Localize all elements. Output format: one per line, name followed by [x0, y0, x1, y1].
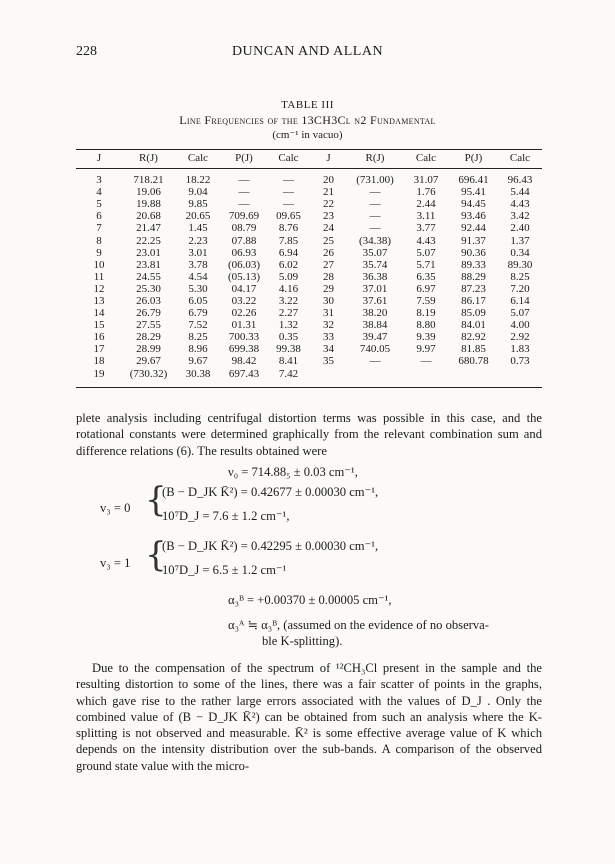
table-cell: 18.22 [185, 174, 211, 187]
table-cell: 28 [323, 270, 334, 283]
table-cell: — [283, 186, 294, 199]
table-cell: 21 [323, 186, 334, 199]
table-cell: 34 [323, 343, 334, 356]
table-cell: 19 [93, 367, 105, 380]
table-cell: 0.35 [278, 331, 299, 344]
table-cell: 85.09 [461, 307, 486, 320]
equation-v3-0-line2: 10⁷D_J = 7.6 ± 1.2 cm⁻¹, [162, 509, 290, 523]
table-cell: 87.23 [461, 282, 486, 295]
table-row [76, 368, 542, 380]
table-cell: 99.38 [276, 343, 301, 356]
table-cell: 709.69 [228, 210, 260, 223]
table-cell: 35.74 [362, 258, 388, 271]
table-cell: 13 [93, 294, 105, 307]
table-cell: 7.20 [510, 282, 530, 295]
table-cell: 6 [96, 210, 102, 223]
table-cell: 5.30 [188, 282, 208, 295]
table-cell: 11 [93, 270, 105, 283]
table-cell: 3.22 [278, 294, 299, 307]
table-cell: 16 [93, 331, 105, 344]
equation-v3-1-line1: (B − D_JK K̄²) = 0.42295 ± 0.00030 cm⁻¹, [162, 539, 379, 553]
table-cell: — [369, 186, 381, 199]
table-cell: 19.06 [136, 186, 161, 199]
table-cell: 02.26 [231, 307, 257, 320]
paragraph-2: Due to the compensation of the spectrum of ¹²CH₃Cl present in the sample and the resulting distortion to some of the lines, there was a fair scatter of points in the graphs, which gave rise to the rather large errors associated with the values of D_J . Only the combined value of (B − D_JK K̄²) can be obtained from such an analysis where the K-splitting is not observed and measurable. K̄² is some effective average value of K which depends on the intensity distribution over the sub-bands. A comparison of the observed ground state value with the micro- [76, 661, 542, 773]
table-cell: 03.22 [231, 294, 257, 307]
table-cell: 27.55 [136, 319, 161, 332]
table-header [76, 152, 542, 164]
table-cell: 5.09 [278, 270, 299, 283]
table-top-rule [76, 149, 542, 150]
table-cell: — [238, 186, 250, 199]
table-cell: 38.84 [362, 319, 388, 332]
table-cell: 19.88 [136, 198, 161, 211]
table-cell: 3 [96, 174, 102, 187]
table-cell [449, 368, 498, 380]
table-cell: 2.92 [510, 331, 530, 344]
table-cell: 08.79 [231, 222, 257, 235]
table-row [76, 234, 542, 246]
table-cell: 10 [93, 258, 105, 271]
table-cell: — [369, 222, 381, 235]
table-cell: 23 [323, 210, 334, 223]
table-cell: 9 [96, 246, 102, 259]
table-cell [498, 368, 542, 380]
table-cell: 2.27 [278, 307, 299, 320]
table-cell: — [420, 355, 432, 368]
table-cell: 27 [323, 258, 334, 271]
table-cell: 5.71 [416, 258, 436, 271]
table-cell: 2.40 [510, 222, 530, 235]
table-cell: 95.41 [461, 186, 486, 199]
table-row [76, 343, 542, 355]
col-header: P(J) [235, 152, 253, 165]
table-cell: 740.05 [359, 343, 391, 356]
table-cell: 24 [323, 222, 334, 235]
table-cell: 9.85 [188, 198, 208, 211]
table-cell: — [369, 355, 381, 368]
table-cell: 38.20 [362, 307, 388, 320]
table-cell: — [369, 198, 381, 211]
equation-nu0: ν₀ = 714.88₅ ± 0.03 cm⁻¹, [228, 465, 358, 479]
table-cell: 7.85 [278, 234, 299, 247]
table-cell: 82.92 [461, 331, 486, 344]
table-cell: — [238, 198, 250, 211]
table-cell [310, 368, 347, 380]
table-cell: 2.23 [188, 234, 208, 247]
table-cell: 9.39 [416, 331, 436, 344]
table-cell: (731.00) [356, 174, 394, 187]
table-cell: 20.68 [136, 210, 161, 223]
col-header: Calc [509, 152, 531, 165]
table-cell: 09.65 [276, 210, 301, 223]
table-cell: 32 [323, 319, 334, 332]
table-cell: 1.83 [510, 343, 530, 356]
table-cell: 2.44 [416, 198, 436, 211]
table-cell: 17 [93, 343, 105, 356]
equation-alpha-a-1: α₃ᴬ ≒ α₃ᴮ, (assumed on the evidence of no observa- [228, 618, 489, 632]
table-cell: 04.17 [231, 282, 257, 295]
col-header: R(J) [365, 152, 385, 165]
table-cell: 6.35 [416, 270, 436, 283]
equation-alpha-a-2: ble K-splitting). [262, 634, 343, 648]
table-cell: 3.11 [416, 210, 436, 223]
table-row [76, 355, 542, 367]
table-cell: 93.46 [461, 210, 486, 223]
table-cell: 29.67 [136, 355, 161, 368]
table-cell: 20.65 [185, 210, 211, 223]
left-brace-icon: { [145, 480, 167, 520]
table-cell: 1.76 [416, 186, 436, 199]
table-row [76, 295, 542, 307]
table-cell: 3.78 [188, 258, 208, 271]
table-cell: 7.59 [416, 294, 436, 307]
table-body [76, 174, 542, 380]
table-cell: 5 [96, 198, 102, 211]
col-header: Calc [278, 152, 299, 165]
table-cell: 25.30 [136, 282, 161, 295]
col-header: J [96, 152, 102, 165]
equation-v3-0-line1: (B − D_JK K̄²) = 0.42677 ± 0.00030 cm⁻¹, [162, 485, 379, 499]
table-cell: 28.99 [136, 343, 161, 356]
table-row [76, 319, 542, 331]
table-cell: 4.54 [188, 270, 208, 283]
table-cell: 26 [323, 246, 334, 259]
table-cell: 89.33 [461, 258, 486, 271]
table-row [76, 210, 542, 222]
table-cell: 84.01 [461, 319, 486, 332]
table-cell: 28.29 [136, 331, 161, 344]
table-cell: 4.16 [278, 282, 299, 295]
table-cell: 90.36 [461, 246, 486, 259]
table-cell: 680.78 [458, 355, 489, 368]
table-cell: 696.41 [458, 174, 489, 187]
table-cell: — [369, 210, 381, 223]
table-cell: — [238, 174, 250, 187]
table-cell: 5.44 [510, 186, 530, 199]
table-cell: 14 [93, 307, 105, 320]
table-cell: 24.55 [136, 270, 161, 283]
table-row [76, 174, 542, 186]
col-header: Calc [415, 152, 437, 165]
table-cell: 3.01 [188, 246, 208, 259]
table-cell: 8.25 [188, 331, 208, 344]
table-cell: 1.45 [188, 222, 208, 235]
page-header [0, 44, 615, 64]
table-cell: 8.76 [278, 222, 299, 235]
table-cell: 6.79 [188, 307, 208, 320]
table-cell: (34.38) [358, 234, 392, 247]
table-cell: 8.96 [188, 343, 208, 356]
table-cell: 4.43 [416, 234, 436, 247]
table-cell: 3.77 [416, 222, 436, 235]
table-cell: 37.01 [362, 282, 388, 295]
table-cell: 6.05 [188, 294, 208, 307]
table-cell: 5.07 [510, 307, 530, 320]
table-bottom-rule [76, 387, 542, 388]
table-cell: 22.25 [136, 234, 161, 247]
table-cell: 21.47 [136, 222, 161, 235]
table-cell: 6.02 [278, 258, 299, 271]
table-cell: 26.03 [136, 294, 161, 307]
paragraph-1: plete analysis including centrifugal distortion terms was possible in this case, and the rotational constants were determined graphically from the relevant combination sum and difference relations (6). The results obtained were [76, 411, 542, 458]
table-cell: 699.38 [228, 343, 260, 356]
table-cell: 26.79 [136, 307, 161, 320]
equation-v3-0-label: v₃ = 0 [100, 501, 131, 515]
table-cell: — [283, 174, 294, 187]
table-header-rule [76, 168, 542, 169]
table-cell: 89.30 [507, 258, 533, 271]
table-label: TABLE III [281, 99, 334, 111]
table-cell: 1.32 [278, 319, 299, 332]
table-cell: 9.67 [188, 355, 208, 368]
table-cell: 718.21 [133, 174, 164, 187]
table-cell: 8 [96, 234, 102, 247]
table-cell [347, 368, 403, 380]
table-cell: 86.17 [461, 294, 486, 307]
col-header: J [326, 152, 331, 165]
table-row [76, 271, 542, 283]
table-row [76, 247, 542, 259]
table-cell: 96.43 [507, 174, 533, 187]
col-header: R(J) [139, 152, 158, 165]
col-header: Calc [187, 152, 209, 165]
table-cell: 31 [323, 307, 334, 320]
table-cell: (05.13) [227, 270, 261, 283]
table-cell: 0.73 [510, 355, 530, 368]
table-cell: 7.42 [278, 367, 299, 380]
table-cell: 7 [96, 222, 102, 235]
running-head: DUNCAN AND ALLAN [231, 44, 384, 59]
equation-v3-1-label: v₃ = 1 [100, 556, 131, 570]
equation-v3-1-line2: 10⁷D_J = 6.5 ± 1.2 cm⁻¹ [162, 563, 287, 577]
table-row [76, 186, 542, 198]
table-cell: 4.43 [510, 198, 530, 211]
table-cell: 23.81 [136, 258, 161, 271]
table-cell: 8.41 [278, 355, 299, 368]
table-cell: 35.07 [362, 246, 388, 259]
table-row [76, 331, 542, 343]
table-cell: — [283, 198, 294, 211]
table-cell: 36.38 [362, 270, 388, 283]
table-cell: 94.45 [461, 198, 486, 211]
page-number: 228 [76, 44, 97, 59]
table-row [76, 283, 542, 295]
table-cell: 23.01 [136, 246, 161, 259]
table-unit-note: (cm⁻¹ in vacuo) [272, 129, 343, 141]
table-row [76, 222, 542, 234]
table-cell: 0.34 [510, 246, 530, 259]
table-cell: 22 [323, 198, 334, 211]
table-cell: 6.97 [416, 282, 436, 295]
table-cell: 6.94 [278, 246, 299, 259]
table-cell: 4 [96, 186, 102, 199]
table-cell: 92.44 [461, 222, 486, 235]
table-cell: 8.25 [510, 270, 530, 283]
left-brace-icon: { [145, 535, 167, 575]
col-header: P(J) [464, 152, 483, 165]
table-cell: 25 [323, 234, 334, 247]
table-cell: 31.07 [413, 174, 439, 187]
table-cell: 5.07 [416, 246, 436, 259]
table-caption [0, 98, 615, 143]
table-cell: 01.31 [231, 319, 257, 332]
table-cell: (730.32) [129, 367, 168, 380]
table-cell: 35 [323, 355, 334, 368]
table-cell: 88.29 [461, 270, 486, 283]
table-cell: (06.03) [227, 258, 261, 271]
table-cell [403, 368, 449, 380]
table-cell: 18 [93, 355, 105, 368]
table-cell: 98.42 [231, 355, 257, 368]
table-cell: 81.85 [461, 343, 486, 356]
table-cell: 33 [323, 331, 334, 344]
table-cell: 06.93 [231, 246, 257, 259]
table-cell: 697.43 [228, 367, 260, 380]
table-cell: 12 [93, 282, 105, 295]
table-cell: 30 [323, 294, 334, 307]
table-cell: 15 [93, 319, 105, 332]
equation-alpha-b: α₃ᴮ = +0.00370 ± 0.00005 cm⁻¹, [228, 593, 392, 607]
table-cell: 30.38 [185, 367, 211, 380]
table-cell: 9.97 [416, 343, 436, 356]
table-cell: 700.33 [228, 331, 260, 344]
table-cell: 1.37 [510, 234, 530, 247]
table-row [76, 307, 542, 319]
table-cell: 9.04 [188, 186, 208, 199]
table-cell: 6.14 [510, 294, 530, 307]
table-cell: 29 [323, 282, 334, 295]
table-cell: 91.37 [461, 234, 486, 247]
table-cell: 7.52 [188, 319, 208, 332]
table-row [76, 259, 542, 271]
table-cell: 8.80 [416, 319, 436, 332]
table-cell: 39.47 [362, 331, 388, 344]
table-title: Line Frequencies of the 13CH3Cl ν2 Fundamental [179, 113, 436, 127]
table-cell: 07.88 [231, 234, 257, 247]
table-cell: 8.19 [416, 307, 436, 320]
table-cell: 4.00 [510, 319, 530, 332]
table-cell: 3.42 [510, 210, 530, 223]
table-cell: 37.61 [362, 294, 388, 307]
table-cell: 20 [323, 174, 334, 187]
table-row [76, 198, 542, 210]
